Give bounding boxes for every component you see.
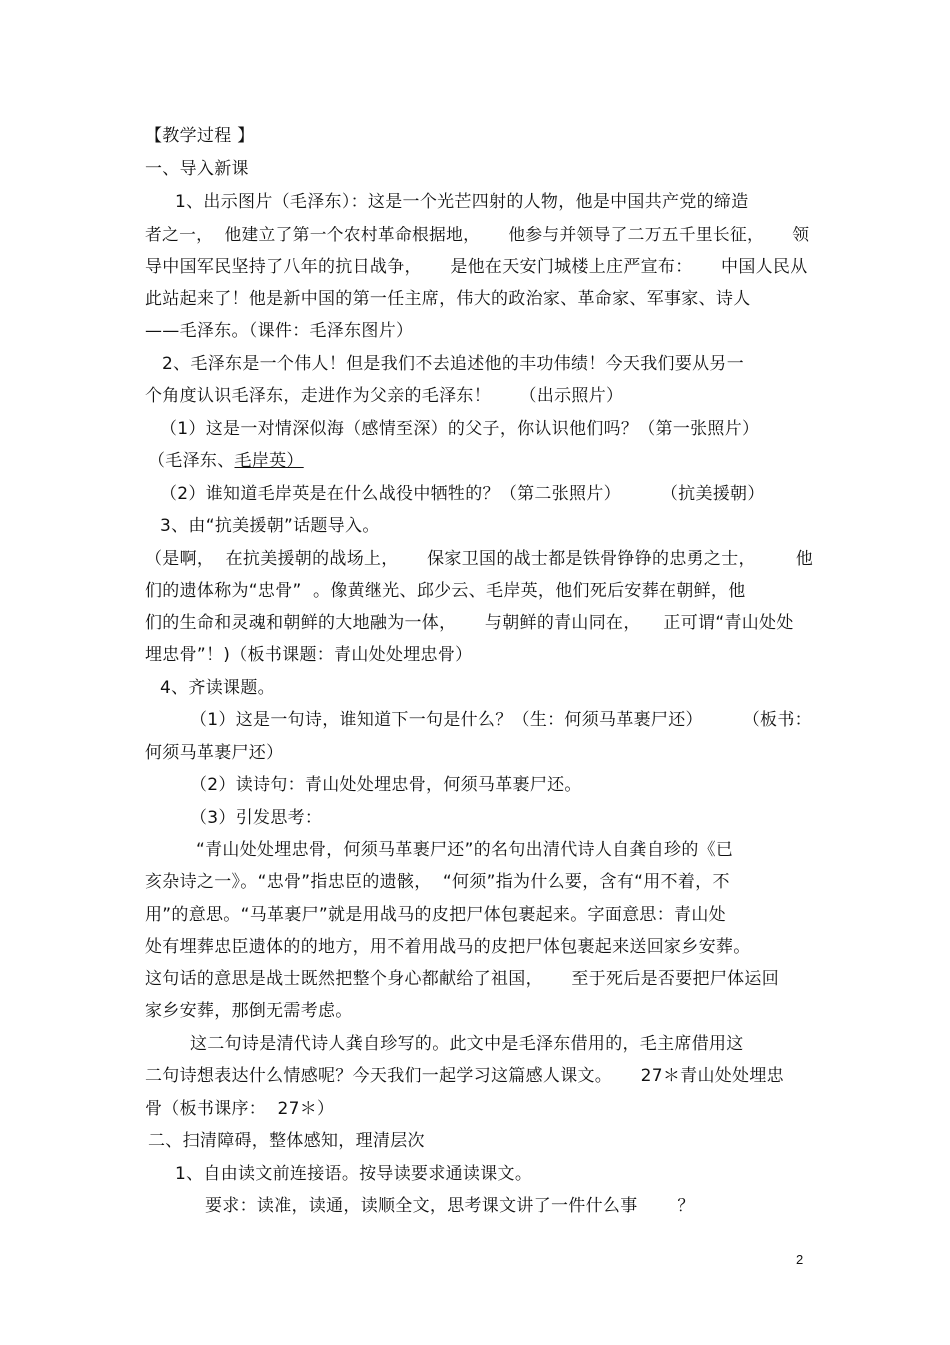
text-line: 者之一， 他建立了第一个农村革命根据地， 他参与并领导了二万五千里长征， 领 xyxy=(145,224,810,244)
text-line: 二句诗想表达什么情感呢？今天我们一起学习这篇感人课文。 27＊青山处处埋忠 xyxy=(145,1066,784,1086)
page-number: 2 xyxy=(796,1252,804,1267)
text-line: 亥杂诗之一》。“忠骨”指忠臣的遗骸， “何须”指为什么要，含有“用不着，不 xyxy=(145,872,730,892)
text-line: 这二句诗是清代诗人龚自珍写的。此文中是毛泽东借用的，毛主席借用这 xyxy=(190,1034,744,1054)
text-line: 1、出示图片（毛泽东）：这是一个光芒四射的人物，他是中国共产党的缔造 xyxy=(175,192,749,212)
text-line: 导中国军民坚持了八年的抗日战争， 是他在天安门城楼上庄严宣布： 中国人民从 xyxy=(145,257,808,277)
text-line: 骨（板书课序： 27＊） xyxy=(145,1099,335,1119)
heading-introduction: 一、导入新课 xyxy=(145,159,249,179)
text-line xyxy=(148,450,304,472)
text-line: （1）这是一对情深似海（感情至深）的父子，你认识他们吗？（第一张照片） xyxy=(160,419,760,439)
text-line: 个角度认识毛泽东，走进作为父亲的毛泽东！ （出示照片） xyxy=(145,386,624,406)
text-line: 此站起来了！他是新中国的第一任主席，伟大的政治家、革命家、军事家、诗人 xyxy=(145,289,751,309)
text-line: （3）引发思考： xyxy=(190,808,323,828)
text-line: 1、自由读文前连接语。按导读要求通读课文。 xyxy=(175,1164,533,1184)
text-line: 们的遗体称为“忠骨” 。像黄继光、邱少云、毛岸英，他们死后安葬在朝鲜，他 xyxy=(145,581,746,601)
text-line: 3、由“抗美援朝”话题导入。 xyxy=(160,516,380,536)
section-heading-teaching-process: 【教学过程 】 xyxy=(145,126,255,146)
text-line: 这句话的意思是战士既然把整个身心都献给了祖国， 至于死后是否要把尸体运回 xyxy=(145,969,780,989)
text-line: ——毛泽东。（课件：毛泽东图片） xyxy=(145,321,414,341)
text-line: 家乡安葬，那倒无需考虑。 xyxy=(145,1001,353,1021)
text-line: 要求：读准，读通，读顺全文，思考课文讲了一件什么事 ？ xyxy=(205,1196,695,1216)
text-line: （是啊， 在抗美援朝的战场上， 保家卫国的战士都是铁骨铮铮的忠勇之士， 他 xyxy=(145,549,814,569)
heading-clear-obstacles: 二、扫清障碍，整体感知，理清层次 xyxy=(148,1131,425,1151)
text-line: “青山处处埋忠骨，何须马革裹尸还”的名句出清代诗人自龚自珍的《已 xyxy=(196,840,734,860)
underlined-text: 毛岸英） xyxy=(234,451,304,471)
text-span: （毛泽东、 xyxy=(148,451,235,471)
text-line: 处有埋葬忠臣遗体的的地方，用不着用战马的皮把尸体包裹起来送回家乡安葬。 xyxy=(145,937,751,957)
text-line: 们的生命和灵魂和朝鲜的大地融为一体， 与朝鲜的青山同在， 正可谓“青山处处 xyxy=(145,613,794,633)
text-line: （1）这是一句诗，谁知道下一句是什么？（生：何须马革裹尸还） （板书： xyxy=(190,710,812,730)
text-line: 用”的意思。“马革裹尸”就是用战马的皮把尸体包裹起来。字面意思：青山处 xyxy=(145,905,726,925)
text-line: （2）谁知道毛岸英是在什么战役中牺牲的？（第二张照片） （抗美援朝） xyxy=(160,484,765,504)
text-line: 4、齐读课题。 xyxy=(160,678,275,698)
text-line: 何须马革裹尸还） xyxy=(145,743,284,763)
text-line: （2）读诗句：青山处处埋忠骨，何须马革裹尸还。 xyxy=(190,775,582,795)
text-line: 2、毛泽东是一个伟人！但是我们不去追述他的丰功伟绩！今天我们要从另一 xyxy=(162,354,745,374)
text-line: 埋忠骨”！)（板书课题：青山处处埋忠骨） xyxy=(145,645,473,665)
